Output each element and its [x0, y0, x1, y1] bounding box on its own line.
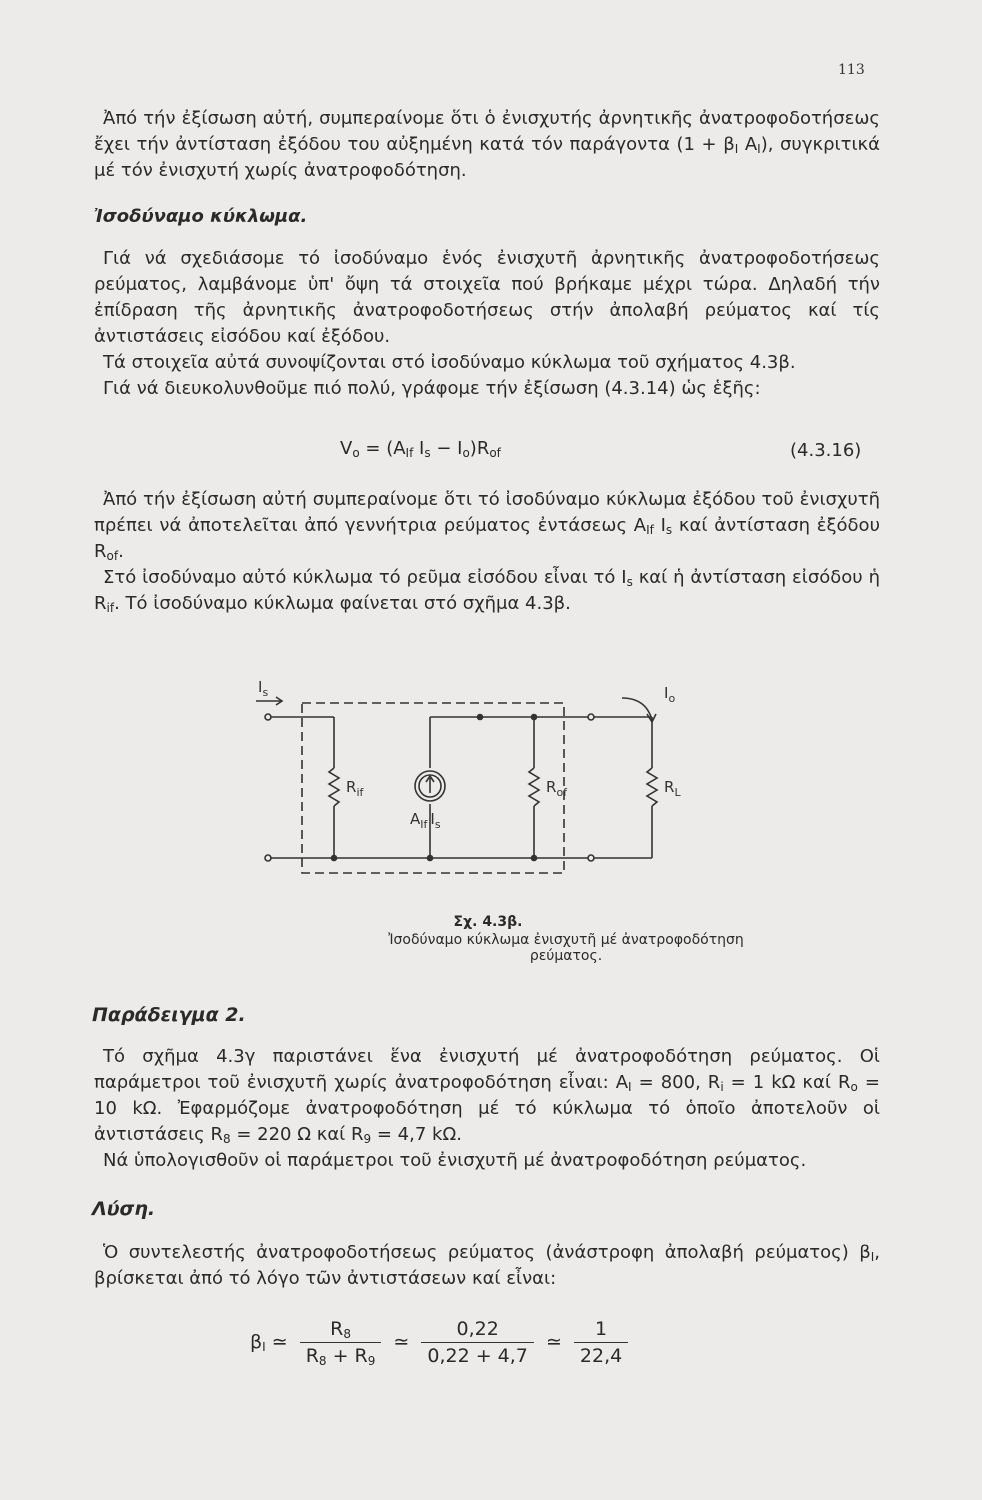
paragraph-equivalent: Γιά νά σχεδιάσομε τό ἰσοδύναμο ἑνός ἐνισχυτῆ ἀρνητικῆς ἀνατροφοδοτήσεως ρεύματος, λαμβάνομε ὑπ' ὄψη τά στοιχεῖα πού βρήκαμε μέχρι τώρα. Δηλαδή τήν ἐπίδραση τῆς ἀρνητικῆς ἀνατροφοδοτήσεως στήν ἀπολαβή ρεύματος καί τίς ἀντιστάσεις εἰσόδου καί ἐξόδου. Τά στοιχεῖα αὐτά συνοψίζονται στό ἰσοδύναμο κύκλωμα τοῦ σχήματος 4.3β. Γιά νά διευκολυνθοῦμε πιό πολύ, γράφομε τήν ἐξίσωση (4.3.14) ὡς ἑξῆς: — [94, 248, 880, 399]
output-terminal-top — [588, 714, 594, 720]
input-terminal-bottom — [265, 855, 271, 861]
amplifier-boundary — [302, 703, 564, 873]
page-number: 113 — [838, 62, 865, 78]
svg-text:AIfIs: $A_{If}$ $I_s$ — [410, 810, 441, 831]
svg-text:Is: $I_s$ — [258, 678, 269, 699]
equation-number: (4.3.16) — [790, 440, 862, 461]
svg-text:RL: $R_L$ — [664, 778, 681, 799]
svg-text:Rif: $R_{if}$ — [346, 778, 364, 799]
heading-equivalent-circuit: Ἰσοδύναμο κύκλωμα. — [94, 206, 308, 227]
input-terminal-top — [265, 714, 271, 720]
resistor-rof — [529, 768, 539, 806]
svg-text:Io: $I_o$ — [664, 684, 676, 705]
paragraph-conclusion: Ἀπό τήν ἐξίσωση αὐτή συμπεραίνομε ὅτι τό ἰσοδύναμο κύκλωμα ἐξόδου τοῦ ἐνισχυτῆ πρέπει νά ἀποτελεῖται ἀπό γεννήτρια ρεύματος ἐντάσεως $A_{If}$ $I_s$ καί ἀντίσταση ἐξόδου $R_{of}$. Στό ἰσοδύναμο αὐτό κύκλωμα τό ρεῦμα εἰσόδου εἶναι τό $I_s$ καί ἡ ἀντίσταση εἰσόδου ἡ $R_{if}$. Τό ἰσοδύναμο κύκλωμα φαίνεται στό σχῆμα 4.3β. — [94, 489, 880, 615]
resistor-rl — [647, 768, 657, 806]
resistor-rif — [329, 768, 339, 806]
circuit-diagram-figure — [250, 668, 710, 890]
equation-4-3-16: $V_o = (A_{If}$ $I_s - I_o)R_{of}$ — [340, 438, 501, 460]
paragraph-intro: Ἀπό τήν ἐξίσωση αὐτή, συμπεραίνομε ὅτι ὁ ἐνισχυτής ἀρνητικῆς ἀνατροφοδοτήσεως ἔχει τήν ἀντίσταση ἐξόδου του αὐξημένη κατά τόν παράγοντα ($1 + \beta_I$ $A_I$), συγκριτικά μέ τόν ἐνισχυτή χωρίς ἀνατροφοδότηση. — [94, 108, 881, 181]
figure-caption-text: Ἰσοδύναμο κύκλωμα ἐνισχυτῆ μέ ἀνατροφοδότηση ρεύματος. — [388, 932, 744, 964]
heading-solution: Λύση. — [92, 1198, 156, 1220]
paragraph-example: Τό σχῆμα 4.3γ παριστάνει ἕνα ἐνισχυτή μέ ἀνατροφοδότηση ρεύματος. Οἱ παράμετροι τοῦ ἐνισχυτῆ χωρίς ἀνατροφοδότηση εἶναι: $A_I = 800$, $R_i = 1$ kΩ καί $R_o = 10$ kΩ. Ἐφαρμόζομε ἀνατροφοδότηση μέ τό κύκλωμα τό ὁποῖο ἀποτελοῦν οἱ ἀντιστάσεις $R_8 = 220$ Ω καί $R_9 = 4,7$ kΩ. Νά ὑπολογισθοῦν οἱ παράμετροι τοῦ ἐνισχυτῆ μέ ἀνατροφοδότηση ρεύματος. — [94, 1046, 880, 1171]
paragraph-solution: Ὁ συντελεστής ἀνατροφοδοτήσεως ρεύματος (ἀνάστροφη ἀπολαβή ρεύματος) $\beta_I$, βρίσκεται ἀπό τό λόγο τῶν ἀντιστάσεων καί εἶναι: — [94, 1242, 880, 1289]
svg-text:Rof: $R_{of}$ — [546, 778, 568, 799]
figure-caption-title: Σχ. 4.3β. — [453, 914, 523, 930]
equation-beta: $\beta_I$ ≃ $\frac{R_8}{R_8 + R_9}$ ≃ $\frac{0,22}{0,22 + 4,7}$ ≃ $\frac{1}{22,4}$ — [250, 1318, 634, 1367]
heading-example-2: Παράδειγμα 2. — [92, 1004, 246, 1026]
output-terminal-bottom — [588, 855, 594, 861]
